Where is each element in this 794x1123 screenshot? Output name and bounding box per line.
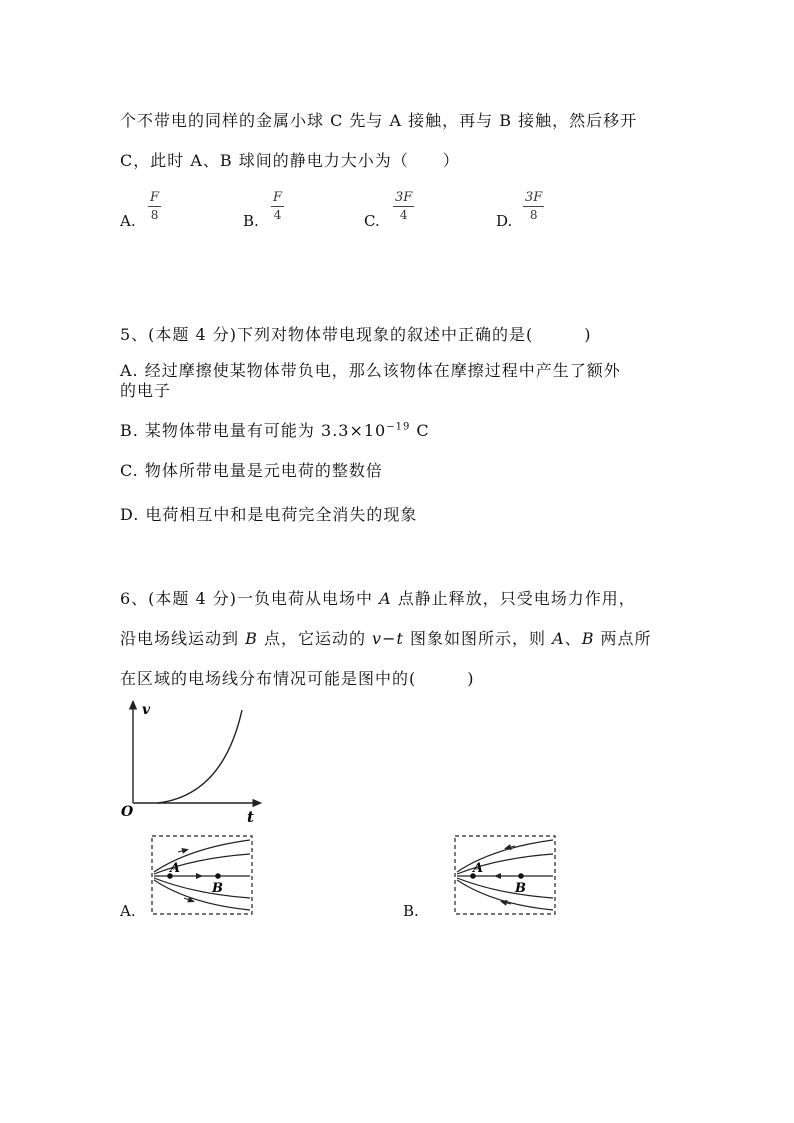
q4-line2: C，此时 A、B 球间的静电力大小为（ ）: [120, 151, 460, 170]
point-b-label: B: [515, 881, 526, 896]
q6-choice-b-label: B.: [403, 902, 419, 920]
point-a-label: A: [473, 861, 484, 876]
q6-line2-text-c: 图象如图所示，则: [403, 629, 553, 648]
fraction-bar: [271, 206, 284, 207]
q5-option-b: [120, 418, 430, 441]
q6-line1-text-b: 点静止释放，只受电场力作用，: [391, 589, 636, 608]
fraction-denominator: 4: [273, 208, 282, 222]
q6-choice-b-diagram: [453, 834, 557, 916]
fraction-numerator: F: [273, 190, 283, 205]
field-line-bottom: [457, 880, 553, 910]
q4-option-c-fraction: [393, 190, 414, 222]
point-b-dot: [518, 873, 524, 879]
q6-point-b-ref: B: [581, 629, 595, 648]
q5-option-d: D. 电荷相互中和是电荷完全消失的现象: [120, 505, 418, 524]
fraction-bar: [523, 206, 544, 207]
field-line-top: [457, 840, 553, 872]
q6-line1: [120, 586, 636, 609]
fraction-bar: [148, 206, 161, 207]
q6-line2-text-a: 沿电场线运动到: [120, 629, 246, 648]
point-a-label: A: [170, 861, 181, 876]
q6-choice-a-label: A.: [120, 902, 136, 920]
q4-option-a-label: A.: [120, 212, 136, 230]
q6-line2-sep: 、: [564, 629, 582, 648]
q6-line2-text-b: 点，它运动的: [257, 629, 373, 648]
q6-vt-symbol: v−t: [372, 629, 404, 648]
v-axis-label: v: [142, 702, 151, 718]
fraction-bar: [393, 206, 414, 207]
q4-option-b-fraction: [271, 190, 284, 222]
fraction-denominator: 8: [529, 208, 538, 222]
q6-point-a: A: [379, 589, 392, 608]
q4-option-d-label: D.: [496, 212, 513, 230]
q5-option-b-unit: C: [410, 421, 430, 440]
q5-option-a-line2: 的电子: [120, 381, 172, 400]
dashed-frame: [152, 836, 252, 914]
q6-line2-text-e: 两点所: [594, 629, 652, 648]
arrow-icon: [184, 898, 192, 901]
q6-point-b: B: [245, 629, 258, 648]
fraction-numerator: 3F: [395, 190, 413, 205]
fraction-numerator: 3F: [525, 190, 543, 205]
vt-curve: [158, 710, 242, 803]
t-axis-label: t: [247, 808, 254, 825]
q5-option-a-line1: A. 经过摩擦使某物体带负电，那么该物体在摩擦过程中产生了额外: [120, 361, 621, 380]
field-line-top: [154, 840, 250, 872]
q5-stem: 5、(本题 4 分)下列对物体带电现象的叙述中正确的是( ): [120, 325, 592, 344]
q4-option-c-label: C.: [364, 212, 380, 230]
point-b-label: B: [212, 881, 223, 896]
vt-graph: [118, 700, 268, 825]
q6-line3: 在区域的电场线分布情况可能是图中的( ): [120, 669, 475, 688]
fraction-denominator: 8: [150, 208, 159, 222]
arrow-icon: [178, 850, 186, 852]
q4-line1: 个不带电的同样的金属小球 C 先与 A 接触，再与 B 接触，然后移开: [120, 111, 638, 130]
fraction-numerator: F: [150, 190, 160, 205]
field-line-bottom: [154, 880, 250, 910]
q6-line1-text-a: 6、(本题 4 分)一负电荷从电场中: [120, 589, 380, 608]
q4-option-a-fraction: [148, 190, 161, 222]
point-b-dot: [215, 873, 221, 879]
q6-point-a-ref: A: [552, 629, 565, 648]
q5-option-b-exponent: −19: [386, 421, 411, 433]
origin-label: O: [121, 804, 134, 820]
q6-line2: [120, 626, 652, 649]
q5-option-c: C. 物体所带电量是元电荷的整数倍: [120, 461, 383, 480]
q4-option-d-fraction: [523, 190, 544, 222]
q5-option-b-text: B. 某物体带电量有可能为 3.3×10: [120, 421, 387, 440]
q6-choice-a-diagram: [150, 834, 254, 916]
fraction-denominator: 4: [399, 208, 408, 222]
q4-option-b-label: B.: [243, 212, 259, 230]
